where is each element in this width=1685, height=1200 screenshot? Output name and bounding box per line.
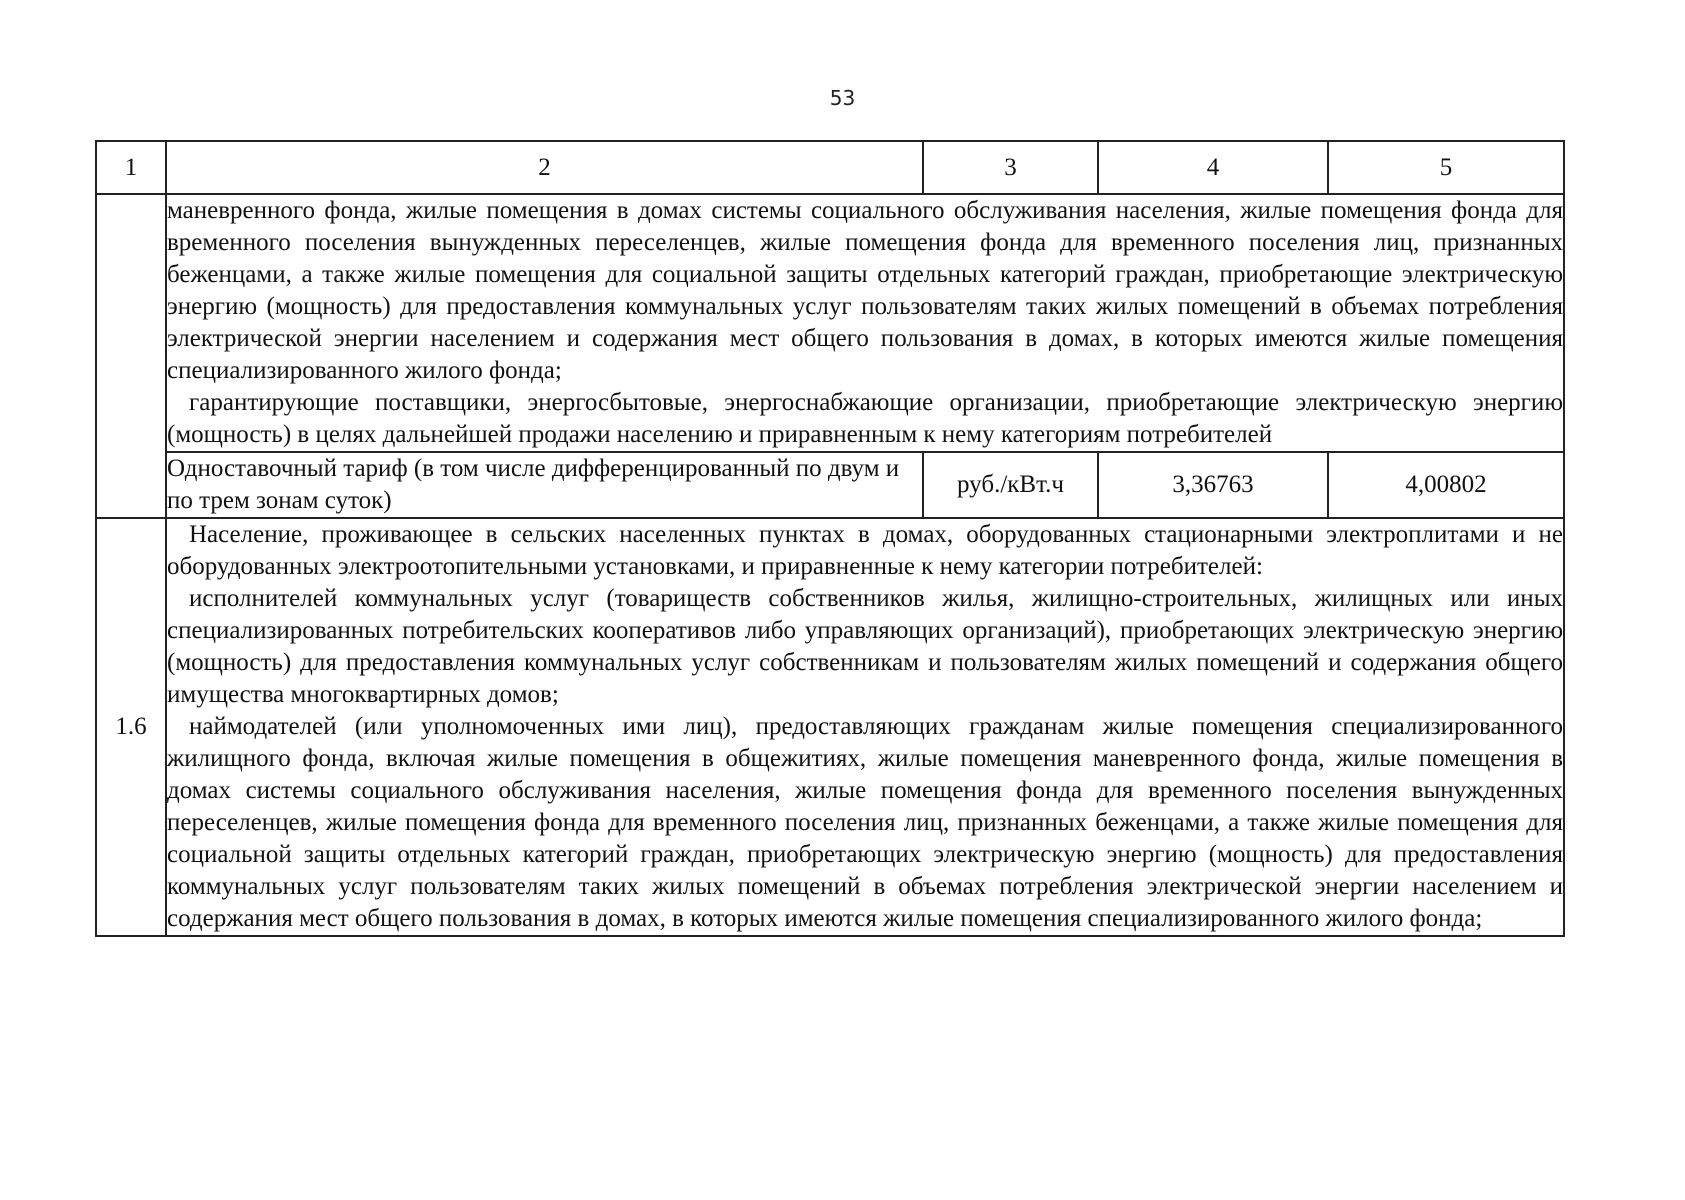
header-cell-4: 4 bbox=[1098, 141, 1328, 194]
continuation-paragraph: маневренного фонда, жилые помещения в домах системы социального обслуживания населения, жилые помещения фонда для временного поселения вынужденных переселенцев, жилые помещения фонда для временного поселения лиц, признанных беженцами, а также жилые помещения для социальной защиты отдельных категорий граждан, приобретающие электрическую энергию (мощность) для предоставления коммунальных услуг пользователям таких жилых помещений в объемах потребления электрической энергии населением и содержания мест общего пользования в домах, в которых имеются жилые помещения специализированного жилого фонда; bbox=[167, 197, 1563, 384]
table-row-tariff bbox=[96, 452, 1564, 518]
section-paragraph: Население, проживающее в сельских населенных пунктах в домах, оборудованных стационарными электроплитами и не оборудованных электроотопительными установками, и приравненные к нему категории потребителей: bbox=[167, 521, 1563, 580]
tariff-value-1-cell: 3,36763 bbox=[1098, 452, 1328, 518]
table-row-continuation bbox=[96, 194, 1564, 452]
table-row-section-1-6 bbox=[96, 518, 1564, 936]
tariff-name-cell: Одноставочный тариф (в том числе дифференцированный по двум и по трем зонам суток) bbox=[166, 452, 923, 518]
header-cell-3: 3 bbox=[923, 141, 1098, 194]
table-header-row bbox=[96, 141, 1564, 194]
header-cell-1: 1 bbox=[96, 141, 166, 194]
continuation-text-cell bbox=[166, 194, 1564, 452]
tariff-value-2-cell: 4,00802 bbox=[1328, 452, 1564, 518]
section-paragraph: исполнителей коммунальных услуг (товариществ собственников жилья, жилищно-строительных, жилищных или иных специализированных потребительских кооперативов либо управляющих организаций), приобретающих электрическую энергию (мощность) для предоставления коммунальных услуг собственникам и пользователям жилых помещений и содержания общего имущества многоквартирных домов; bbox=[167, 585, 1563, 708]
continuation-paragraph: гарантирующие поставщики, энергосбытовые, энергоснабжающие организации, приобретающие электрическую энергию (мощность) в целях дальнейшей продажи населению и приравненным к нему категориям потребителей bbox=[167, 389, 1563, 448]
row-number-cell: 1.6 bbox=[96, 518, 166, 936]
tariff-unit-cell: руб./кВт.ч bbox=[923, 452, 1098, 518]
header-cell-2: 2 bbox=[166, 141, 923, 194]
section-paragraph: наймодателей (или уполномоченных ими лиц), предоставляющих гражданам жилые помещения специализированного жилищного фонда, включая жилые помещения в общежитиях, жилые помещения маневренного фонда, жилые помещения в домах системы социального обслуживания населения, жилые помещения фонда для временного поселения вынужденных переселенцев, жилые помещения фонда для временного поселения лиц, признанных беженцами, а также жилые помещения для социальной защиты отдельных категорий граждан, приобретающих электрическую энергию (мощность) для предоставления коммунальных услуг пользователям таких жилых помещений в объемах потребления электрической энергии населением и содержания мест общего пользования в домах, в которых имеются жилые помещения специализированного жилого фонда; bbox=[167, 713, 1563, 932]
section-text-cell bbox=[166, 518, 1564, 936]
row-number-cell-empty bbox=[96, 194, 166, 518]
tariff-table bbox=[95, 140, 1565, 937]
page-number: 53 bbox=[829, 86, 856, 110]
header-cell-5: 5 bbox=[1328, 141, 1564, 194]
